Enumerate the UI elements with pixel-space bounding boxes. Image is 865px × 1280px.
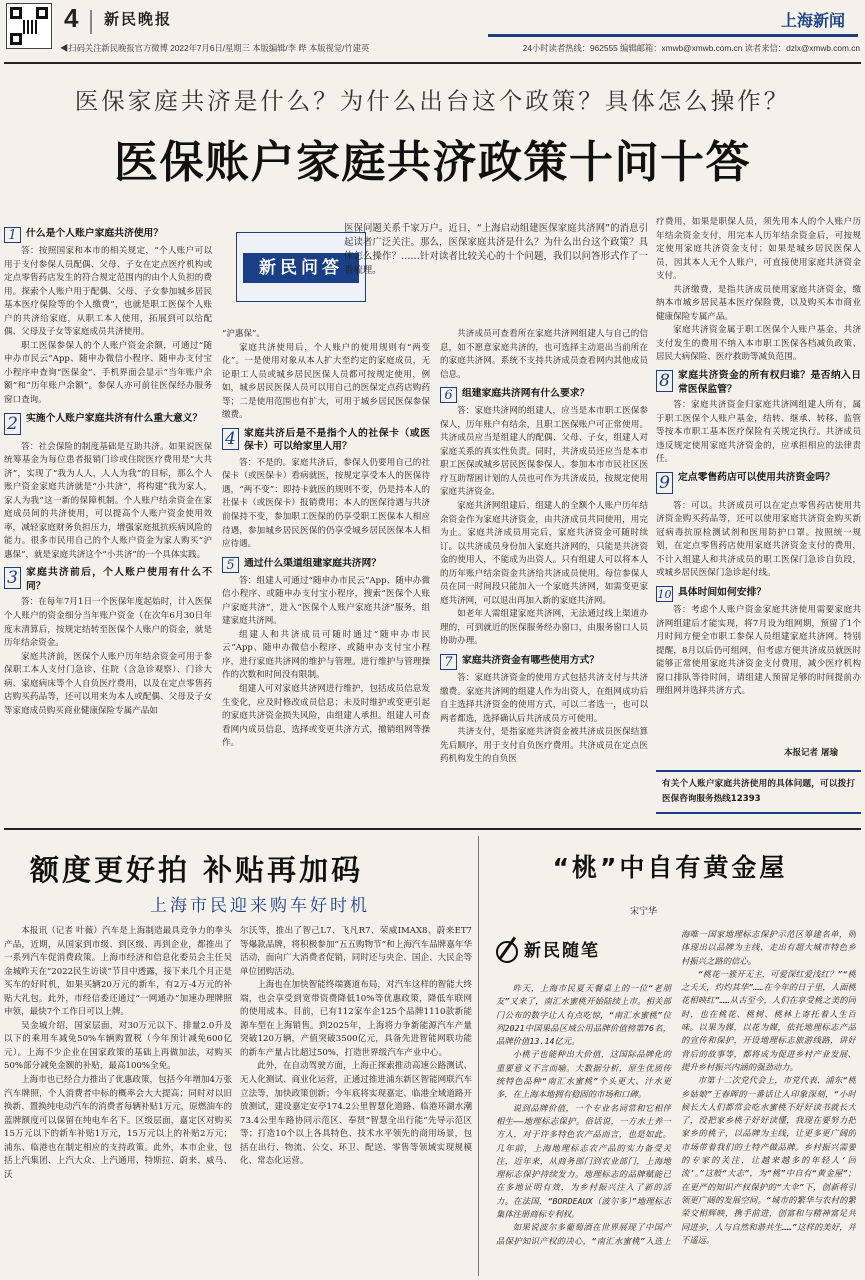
page-number: 4 (64, 3, 79, 33)
question-2 (4, 412, 212, 438)
story1-column-2 (240, 925, 472, 1277)
question-title: 什么是个人账户家庭共济使用？ (26, 228, 164, 239)
answer-paragraph: 组建人和共济成员可随时通过“随申办市民云”App、随申办微信小程序、或随申办支付宝小程序，进行家庭共济网的维护与管理。进行维护与管理操作的次数和时间没有限制。 (222, 629, 430, 681)
intro-text: 医保问题关系千家万户。近日，“上海启动组建医保家庭共济网”的消息引起读者广泛关注。那么，医保家庭共济是什么？为什么出台这个政策？具体怎么操作？……针对读者比较关心的十个问题，我们以问答形式作了一番梳理。 (344, 223, 648, 276)
question-1 (4, 226, 212, 242)
story-paragraph: 吴金城介绍，国家层面，对30万元以下、排量2.0升及以下的乘用车减免50%车辆购置税（今年预计减免600亿元）。上海不少企业在国家政策的基础上再做加法，对购买50%部分减免金额的补贴，最高100%全免。 (4, 1020, 232, 1072)
qr-code-icon[interactable] (6, 3, 52, 49)
question-9 (656, 471, 861, 497)
answer-paragraph: “沪惠保”。 (222, 329, 265, 339)
article-column-3 (440, 328, 648, 814)
question-title: 家庭共济后是不是指个人的社保卡（或医保卡）可以给家里人用？ (244, 427, 430, 453)
question-5 (222, 556, 430, 572)
answer-paragraph: 共济缴费，是指共济成员使用家庭共济资金，缴纳本市城乡居民基本医疗保险费，以及购买本市商业健康保险专属产品。 (656, 284, 861, 322)
answer-paragraph: 疗费用，如果是职保人员，须先用本人的个人账户历年结余资金支付，用完本人历年结余资金后，可按规定使用家庭共济资金支付；如果是城乡居民医保人员，因其本人无个人账户，可直接使用家庭共济资金支付。 (656, 217, 861, 282)
masthead (0, 0, 865, 64)
question-title: 通过什么渠道组建家庭共济网？ (244, 557, 382, 569)
answer-paragraph: 答：家庭共济资金归家庭共济网组建人所有，属于职工医保个人账户基金，结转、继承、转移、监管等按本市职工基本医疗保险有关规定执行。共济成员违反规定使用家庭共济资金的，应承担相应的法律责任。 (656, 400, 861, 465)
story-paragraph: 上海也在加快智能终端赛道布局，对汽车这样的智能大终端，也会享受到宽带资费降低10%等优惠政策，降低车联网的使用成本。目前，已有112家车企125个品牌1110款新能源车型在上海销售。到2025年，上海将力争新能源汽车产量突破120万辆，产值突破3500亿元，具备先进智能网联功能的新车产量占比超过50%，打造世界级汽车产业中心。 (240, 980, 472, 1058)
section-name: 上海新闻 (780, 11, 845, 30)
story-paragraph: 说到品牌价值，一个专业名词常和它相伴相生——地理标志保护。俗话说，一方水土养一方人，对于许多特色农产品而言，也是如此。几年前，上海地理标志农产品的实力备受关注，近年来，从商务部门到农业部门，上海地理标志保护持续发力。地理标志的品牌赋能已在多地证明有效，为乡村振兴注入了新的活力。在法国，“BORDEAUX（波尔多）”地理标志集体注册商标专利权。 (496, 1102, 671, 1220)
question-title: 实施个人账户家庭共济有什么重大意义？ (26, 412, 203, 424)
answer-paragraph: 家庭共济网组建后，组建人的全额个人账户历年结余资金作为家庭共济资金，由共济成员共同使用，用完为止。家庭共济成员用完后，家庭共济资金可随时续订。以共济成员身份加入家庭共济网的，只能是共济资金的使用人，不能成为出资人。只有组建人可以将本人的历年账户结余资金共济给共济成员使用。每位参保人员在同一时间段只能加入一个家庭共济网，如需变更家庭共济网，可以退出再加入新的家庭共济网。 (440, 501, 648, 606)
story-paragraph: “桃花一簇开无主，可爱深红爱浅红？”“桃之夭夭，灼灼其华”……在今年的日子里，人面桃花相映红”……从古至今，人们在享受桃之美的同时，也在桃花、桃树、桃林上寄托着人生百味。以果为媒，以花为媒，依托地理标志产品的宣传和保护，开设地理标志旅游线路，讲好背后的故事等，都将成为促进乡村产业发展、提升乡村振兴内涵的强劲动力。 (681, 968, 856, 1072)
section-bar (488, 34, 858, 37)
story-paragraph: 上海市也已经合力推出了优惠政策，包括今年增加4万张汽车牌照，个人消费者中标的概率会大大提高；同时对以旧换新、置换纯电动汽车的消费者每辆补贴1万元，原燃油车的蓝牌额度可以保留在纯电车名下。区级层面，嘉定区对购买15万元以下的新车补贴1万元，15万元以上的补贴2万元；浦东、临港也在制定相应的支持政策。此外，本市企业，包括上汽集团、上汽大众、上汽通用、特斯拉、蔚来、威马、沃 (4, 1075, 232, 1180)
question-10 (656, 585, 861, 601)
hotline-note: 有关个人账户家庭共济使用的具体问题，可以拨打医保咨询服务热线12393 (656, 770, 861, 814)
masthead-rule (4, 62, 861, 64)
question-3 (4, 566, 212, 593)
article-column-4 (656, 216, 861, 764)
question-number: 9 (656, 472, 673, 494)
question-number: 8 (656, 370, 673, 392)
story1-column-1 (4, 925, 232, 1277)
question-title: 定点零售药店可以使用共济资金吗？ (678, 471, 835, 483)
question-number: 5 (222, 557, 239, 573)
section-rule (4, 828, 861, 830)
answer-paragraph: 答：家庭共济资金的使用方式包括共济支付与共济缴费。家庭共济网的组建人作为出资人，在组网成功后自主选择共济资金的使用方式，可以二者选一，也可以两者都选，选择确认后共济成员方可使用。 (440, 673, 648, 724)
headline: 医保账户家庭共济政策十问十答 (114, 137, 751, 188)
answer-paragraph: 共济支付，是指家庭共济资金被共济成员医保结算先后顺序，用于支付自负医疗费用。共济成员在定点医药机构发生的自负医 (440, 727, 648, 765)
answer-paragraph: 答：家庭共济网的组建人，应当是本市职工医保参保人，历年账户有结余，且职工医保账户可正常使用。共济成员应当是组建人的配偶、父母、子女，组建人对家庭关系的真实性负责。同时，共济成员还应当是本市职工医保或城乡居民医保参保人。参加本市市民社区医疗互助帮困计划的人员也可作为共济成员，按规定使用家庭共济资金。 (440, 406, 648, 498)
question-title: 具体时间如何安排？ (678, 587, 767, 599)
answer-paragraph: 职工医保参保人的个人账户资金余额，可通过“随申办市民云”App、随申办微信小程序、随申办支付宝小程序申查询“医保金”、手机界面会显示“当年账户余额”和“历年账户余额”。参保人亦可前往医保经办服务窗口查询。 (4, 340, 212, 406)
story2-title: “桃”中自有黄金屋 (552, 853, 788, 882)
question-title: 家庭共济资金的所有权归谁？是否纳入日常医保监管？ (678, 370, 861, 395)
story1-subtitle: 上海市民迎来购车好时机 (150, 896, 370, 916)
masthead-info-right: 24小时读者热线：962555 编辑邮箱：xmwb@xmwb.com.cn 读者来信：dzlx@xmwb.com.cn (522, 43, 860, 53)
question-6 (440, 386, 648, 402)
brush-icon (496, 941, 518, 963)
answer-paragraph: 答：组建人可通过“随申办市民云”App、随申办微信小程序、或随申办支付宝小程序，搜索“医保个人账户家庭共济”，进入“医保个人账户家庭共济”服务，组建家庭共济网。 (222, 575, 430, 627)
story2-author: 宋宁华 (630, 907, 658, 917)
story-paragraph: 此外，在自动驾驶方面，上海正探索推动高速公路测试、无人化测试、商业化运营，正通过推进浦东新区智能网联汽车立法等，加快政策创新；今年底将实现嘉定、临港全域道路开放测试，建设嘉定安亭174.2公里智慧化道路、临港环湖水潮73.4公里车路协同示范区、奉贤“智慧全出行能”先导示范区等；打造10个以上各具特色、技术水平领先的商用场景，包括在出行、物流、公交、环卫、配送、零售等领域实现规模化、常态化运营。 (240, 1061, 472, 1167)
column-badge-label: 新民问答 (243, 253, 359, 283)
question-8 (656, 369, 861, 396)
question-number: 6 (440, 387, 457, 403)
story-paragraph: 昨天，上海市民夏天餐桌上的一位“老朋友”又来了，南汇水蜜桃开始陆续上市。相关部门公布的数字让人有点吃惊，“南汇水蜜桃”位列2021中国果品区域公用品牌价值榜第76名，品牌价值13.14亿元。 (496, 983, 671, 1047)
answer-paragraph: 答：社会保险的制度基础是互助共济。如果说医保统筹基金为每位患者报销门诊或住院医疗费用是“大共济”，实现了“我为人人，人人为我”的目标，那么个人账户资金家庭共济就是“小共济”，将构建“我为家人，家人为我”这一新的保障机制。个人账户结余资金在家庭成员间的共济使用，可以提高个人账户资金使用效率，减轻家庭财务负担压力，增强家庭抵抗疾病风险的能力。很多市民用自己的个人账户资金为家人购买“沪惠保”，就是家庭共济这个“小共济”的一个具体实践。 (4, 441, 212, 560)
masthead-info-left: ◀扫码关注新民晚报官方微博 2022年7月6日/星期三 本版编辑/李 晔 本版视觉/竹建英 (60, 43, 370, 53)
column-logo-label: 新民随笔 (524, 941, 600, 962)
question-number: 7 (440, 654, 457, 670)
question-number: 2 (4, 413, 21, 435)
column-logo (496, 928, 662, 976)
newspaper-name: 新民晚报 (104, 10, 173, 28)
answer-paragraph: 答：按照国家和本市的相关规定，“个人账户可以用于支付参保人员配偶、父母、子女在定点医疗机构或定点零售药店发生的符合规定范围内的由个人负担的费用。探索个人账户用于配偶、父母、子女参加城乡居民基本医疗保险等的个人缴费”，也就是职工医保个人账户的共济给家庭，从职工本人使用，拓展到可以给配偶、父母及子女等家庭成员共济使用。 (4, 246, 212, 338)
question-title: 家庭共济前后，个人账户使用有什么不同？ (26, 567, 212, 592)
answer-paragraph: 答：在每年7月1日一个医保年度起始时，计入医保个人账户的资金细分当年账户资金（在次年6月30日年度末清算后，按规定结转至医保个人账户的资金，就是历年结余资金。 (4, 597, 212, 649)
question-number: 10 (657, 588, 672, 602)
question-title: 家庭共济资金有哪些使用方式？ (462, 655, 600, 667)
answer-paragraph: 答：考虑个人账户资金家庭共济使用需要家庭共济网组建后才能实现，将7月设为组网期，预留了1个月时间方便全市职工参保人员组建家庭共济网。特别提醒，8月以后仍可组网，但考虑方便共济成员就医时能够正常使用家庭共济资金支付费用，减少医疗机构窗口排队等待时间，请组建人预留足够的时间提前办理组网并选择共济方式。 (656, 605, 861, 697)
reporter-byline: 本报记者 屠瑜 (784, 748, 838, 758)
story-paragraph: 尔沃等，推出了智己L7、飞凡R7、荣威IMAX8、蔚来ET7等爆款品牌，将积极参加“五五购物节”和上海汽车品牌嘉年华活动，面向广大消费者促销，同时还与央企、国企、大民企等单位团购活动。 (240, 926, 472, 977)
kicker: 医保家庭共济是什么？为什么出台这个政策？具体怎么操作？ (74, 87, 791, 115)
question-title: 组建家庭共济网有什么要求？ (462, 388, 590, 400)
answer-paragraph: 家庭共济使用后，个人账户的使用规则有“两变化”。一是使用对象从本人扩大至约定的家庭成员，无论职工人员或城乡居民医保人员都可按规定使用，例如，城乡居民医保人员可以用自己的医保定点药店购药等；二是使用范围也有扩大，可用于城乡居民医保参保缴费。 (222, 342, 430, 421)
story-paragraph: 如果说波尔多葡萄酒在世界展现了中国产品保护知识产权的决心，“南汇水蜜桃”入选上海唯一国家地理标志保护示范区筹建名单，则体现出以品牌为主线、走出有超大城市特色乡村振兴之路的信心。 (496, 929, 856, 1246)
question-4 (222, 427, 430, 454)
answer-paragraph: 组建人可对家庭共济网进行维护，包括成员信息发生变化，应及时修改成员信息；未及时维护或变更引起的家庭共济资金损失风险，由组建人承担。组建人可查看网内成员信息，选择或变更共济方式，撤销组网等操作。 (222, 684, 430, 749)
masthead-info (60, 38, 860, 58)
story-paragraph: 本报讯（记者 叶薇）汽车是上海制造最具竞争力的拳头产品，近期，从国家到市级、到区级、再到企业，都推出了一系列汽车促消费政策。上海市经济和信息化委员会主任吴金城昨天在“2022民生访谈”节目中透露，接下来几个月正是买车的好时机，如果买辆20万元的新车，有2万-4万元的补贴大礼包。此外，市经信委还通过“一网通办”加速办理牌照申领，最快7个工作日可以上牌。 (4, 926, 232, 1018)
article-column-2 (222, 328, 430, 814)
question-7 (440, 653, 648, 669)
column-divider (478, 836, 479, 1276)
question-number: 1 (4, 227, 21, 243)
story1-title: 额度更好拍 补贴再加码 (30, 853, 364, 887)
question-number: 4 (222, 428, 239, 450)
question-number: 3 (4, 567, 21, 589)
intro-box (236, 222, 648, 322)
answer-paragraph: 家庭共济资金属于职工医保个人账户基金，共济支付发生的费用不纳入本市职工医保各档减负政策、居民大病保险、医疗救助等减负范围。 (656, 325, 861, 363)
answer-paragraph: 答：可以。共济成员可以在定点零售药店使用共济资金购买药品等，还可以使用家庭共济资金购买新冠病毒抗原检测试剂和医用防护口罩。按照统一规划，在定点零售药店使用家庭共济资金支付的费用，不计入组建人和共济成员的职工医保门急诊自负段，或城乡居民医保门急诊起付线。 (656, 500, 861, 579)
masthead-divider (90, 10, 92, 34)
story-paragraph: 小桃子也能种出大价值，这国际品牌化的重要意义不言而喻。大数据分析，原生优质传统特色品种“南汇水蜜桃”个头更大、汁水更多，在上海本地拥有稳固的市场和口碑。 (496, 1049, 671, 1100)
answer-paragraph: 如老年人需组建家庭共济网，无法通过线上渠道办理的，可到就近的医保服务经办窗口，由服务窗口人员协助办理。 (440, 609, 648, 647)
answer-paragraph: 答：不是的。家庭共济后，参保人仍要用自己的社保卡（或医保卡）看病就医，按规定享受本人的医保待遇，“两不变”：即持卡就医的规则不变，仍是持本人的社保卡（或医保卡）报销费用；本人的医保待遇与共济前保持不变，参加职工医保的仍享受职工医保本人相应待遇，参加城乡居民医保的仍享受城乡居民医保本人相应待遇。 (222, 457, 430, 550)
article-column-1 (4, 222, 212, 814)
story2-body (496, 928, 856, 1278)
answer-paragraph: 家庭共济前，医保个人账户历年结余资金可用于参保职工本人支付门急诊、住院（含急诊观察）、门诊大病、家庭病床等个人自负医疗费用，以及在定点零售药店购买药品等，还可以用来为本人或配偶、父母及子女等家庭成员购买商业健康保险专属产品如 (4, 651, 212, 716)
story-paragraph: 市第十二次党代会上，市党代表、浦东“桃乡姑娘”王春晖的一番话让人印象深刻，“小时候长大人们都常会吃水蜜桃不好好读书就长大了，没把家乡桃子好好读懂，我现在要努力把家乡的桃子，以品牌为主线，让更多更广阔的市场带着我们的土特产做品牌。乡村振兴需要的专家的关注，让越来越多的年轻人‘回流’。”这般“大志”，为“桃”中自有“黄金屋”；在更严的知识产权保护的“大伞”下，创新将引领更广阔的发展空间。“城市的繁华与农村的繁荣交相辉映，携手前进，创富和与精神富足共同进步，人与自然和谐共生……”这样的美好，并不遥远。 (681, 1075, 856, 1245)
answer-paragraph: 共济成员可查看所在家庭共济网组建人与自己的信息，如不愿意家庭共济的，也可选择主动退出当前所在的家庭共济网。系统不支持共济成员查看网内其他成员信息。 (440, 329, 648, 380)
